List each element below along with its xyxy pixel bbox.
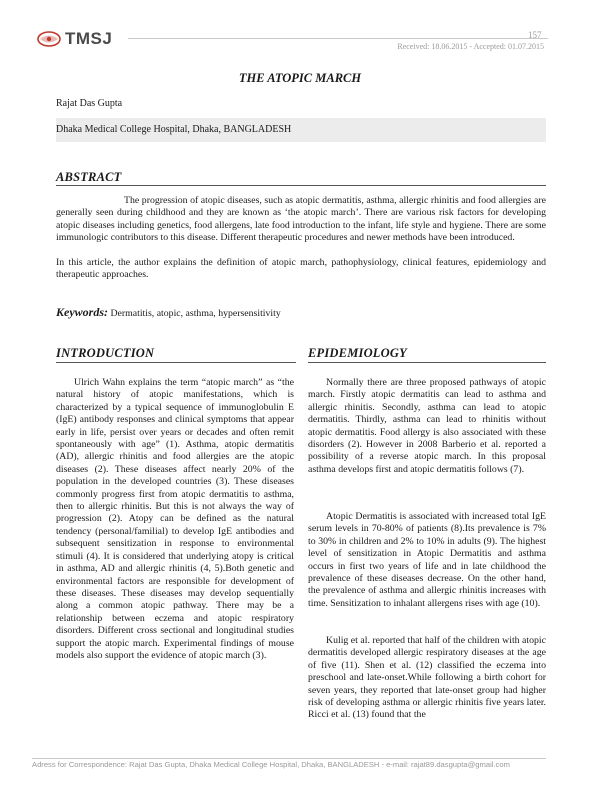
footer-rule — [32, 758, 546, 759]
tmsj-emblem-icon — [36, 30, 62, 48]
epidemiology-paragraph: Atopic Dermatitis is associated with increased total IgE serum levels in 70-80% of patients (8).Its prevalence is 7% to 30% in children and 2% to 10% in adults (9). The highest level of sensitization in Atopic Dermatitis and asthma occurs in first two years of life and in late childhood the prevalence of these diseases decrease. On the other hand, the prevalence of asthma and allergic rhinitis increases with time. Sensitization to inhalant allergens rises with age (10). — [308, 511, 546, 609]
header-rule — [128, 38, 548, 39]
abstract-rule — [56, 185, 546, 186]
epidemiology-paragraph: Kulig et al. reported that half of the children with atopic dermatitis developed allergic respiratory diseases at the age of five (11). Shen et al. (12) classified the eczema into preschool and late-onset.While following a birth cohort for seven years, they reported that late-onset group had higher risk of developing asthma or allergic rhinitis five years later. Ricci et al. (13) found that the — [308, 635, 546, 721]
keywords-value: Dermatitis, atopic, asthma, hypersensitivity — [110, 308, 281, 319]
epidemiology-column — [308, 635, 546, 722]
logo-text: TMSJ — [65, 29, 113, 48]
epidemiology-column — [308, 377, 546, 476]
journal-logo — [36, 28, 126, 50]
author-name: Rajat Das Gupta — [56, 98, 123, 109]
abstract-heading: ABSTRACT — [56, 170, 122, 184]
abstract-paragraph: In this article, the author explains the definition of atopic march, pathophysiology, clinical features, epidemiology and therapeutic approaches. — [56, 257, 546, 281]
affiliation: Dhaka Medical College Hospital, Dhaka, BANGLADESH — [56, 124, 292, 135]
epidemiology-paragraph: Normally there are three proposed pathways of atopic march. Firstly atopic dermatitis can lead to asthma and allergic rhinitis. Secondly, asthma can lead to atopic dermatitis. Thirdly, asthma can lead to rhinitis without atopic dermatitis. Food allergy is also associated with these disorders (2). However in 2008 Barberio et al. reported a possibility of a reverse atopic march. In this proposal asthma develops first and atopic dermatitis follows (7). — [308, 377, 546, 475]
page-number: 157 — [528, 30, 542, 40]
introduction-paragraph: Ulrich Wahn explains the term “atopic march” as “the natural history of atopic manifestations, which is characterized by a typical sequence of immunoglobulin E (IgE) antibody responses and clinical symptoms that appear early in life, persist over years or decades and often remit spontaneously with age” (1). Asthma, atopic dermatitis (AD), allergic rhinitis and food allergies are the atopic diseases (2). These diseases affect nearly 20% of the population in the developed countries (3). These diseases commonly progress first from atopic dermatitis to asthma, then to allergic rhinitis. But this is not always the way of progression (2). Atopy can be defined as the natural tendency (personal/familial) to develop IgE antibodies and subsequent sensitization in response to environmental stimuli (4). It is considered that underlying atopy is critical in asthma, AD and allergic rhinitis (4, 5).Both genetic and environmental factors are responsible for development of these diseases. These diseases may develop sequentially along a common atopic pathway. There may be a relationship between eczema and atopic respiratory disorders. Different cross sectional and longitudinal studies support the atopic march. Experimental findings of mouse models also support the evidence of atopic march (3). — [56, 377, 294, 661]
keywords-label: Keywords: — [56, 305, 108, 319]
epidemiology-rule — [308, 362, 546, 363]
abstract-paragraph: The progression of atopic diseases, such as atopic dermatitis, asthma, allergic rhinitis and food allergies are generally seen during childhood and they are known as ‘the atopic march’. There are various risk factors for developing atopic diseases including genetics, food allergens, late food introduction to the infant, life style and hygiene. There are some immunologic contributors to this disease. Different therapeutic procedures and newer methods have been introduced. — [56, 195, 546, 244]
correspondence-footer: Adress for Correspondence: Rajat Das Gupta, Dhaka Medical College Hospital, Dhaka, BANGLADESH - e-mail: rajat89.dasgupta@gmail.com — [32, 760, 510, 769]
epidemiology-column — [308, 511, 546, 610]
epidemiology-heading: EPIDEMIOLOGY — [308, 346, 407, 360]
article-title: THE ATOPIC MARCH — [238, 71, 362, 85]
introduction-rule — [56, 362, 296, 363]
introduction-column — [56, 377, 294, 662]
introduction-heading: INTRODUCTION — [56, 346, 155, 360]
received-accepted-dates: Received: 18.06.2015 - Accepted: 01.07.2015 — [397, 42, 544, 51]
keywords-line — [56, 305, 546, 320]
